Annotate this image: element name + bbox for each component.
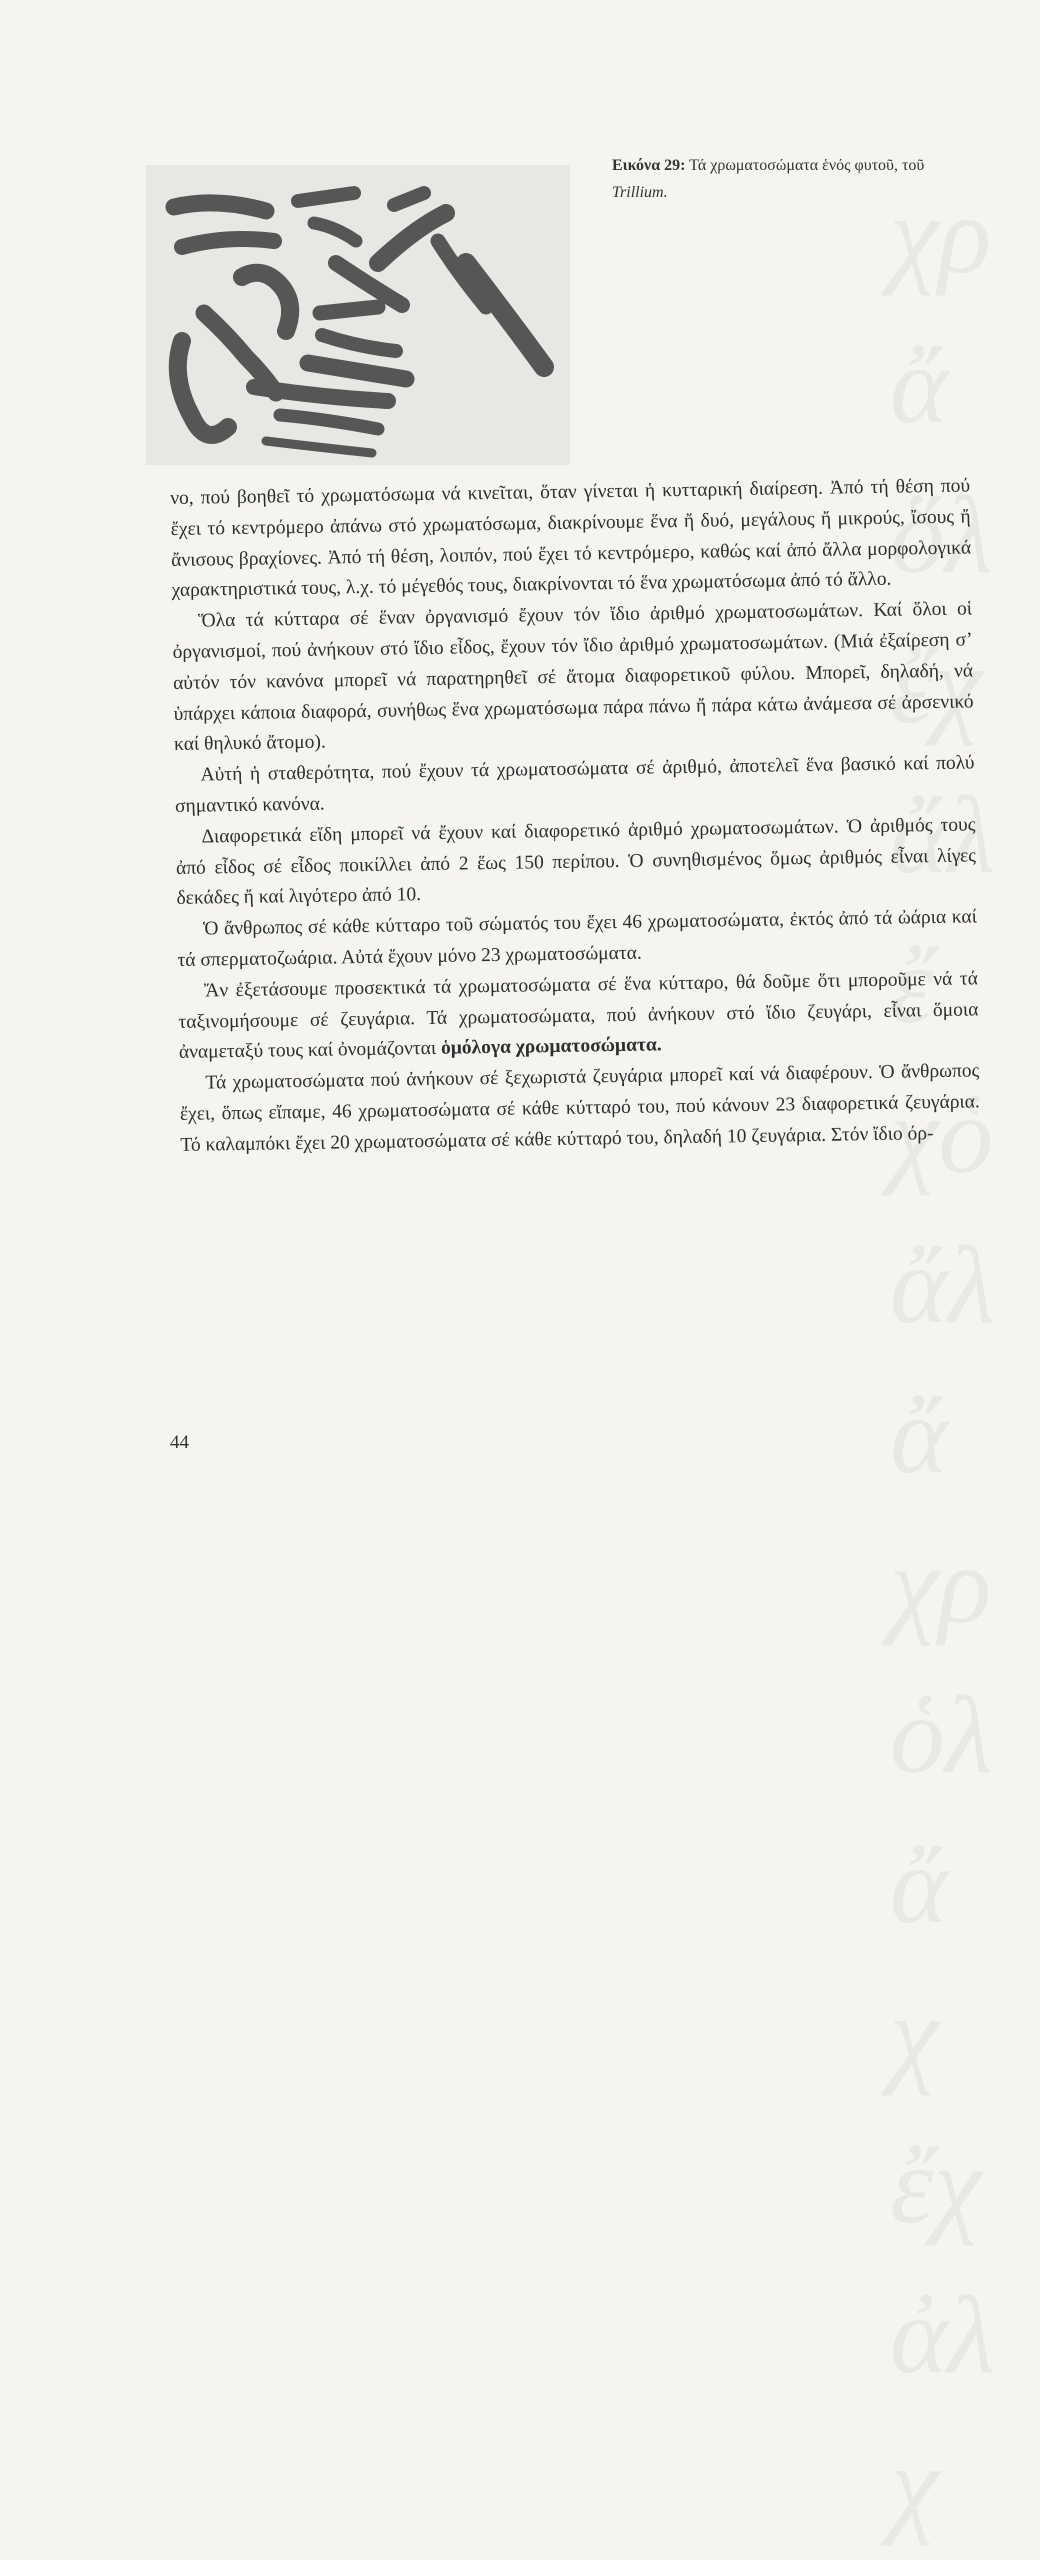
page-number: 44	[170, 1432, 189, 1453]
homologous-chromosomes-term: ὁμόλογα χρωματοσώματα.	[440, 1034, 662, 1060]
chromosome-3	[298, 193, 354, 201]
paragraph-6	[178, 964, 979, 1069]
paragraph-2: Ὅλα τά κύτταρα σέ ἕναν ὀργανισμό ἔχουν τόν ἴδιο ἀριθμό χρωματοσωμάτων. Καί ὅλοι οἱ ὀργανισμοί, πού ἀνήκουν στό ἴδιο εἶδος, ἔχουν τόν ἴδιο ἀριθμό χρωματοσωμάτων. (Μιά ἐξαίρεση σ’ αὐτόν τόν κανόνα μπορεῖ νά παρατηρηθεῖ σέ ἄτομα διαφορετικοῦ φύλου. Μπορεῖ, δηλαδή, νά ὑπάρχει κάποια διαφορά, συνήθως ἕνα χρωματόσωμα πάρα πάνω ἤ πάρα κάτω ἀνάμεσα σέ ἀρσενικό καί θηλυκό ἄτομο).	[172, 598, 974, 756]
chromosome-micrograph	[146, 165, 570, 465]
body-text	[170, 471, 981, 1161]
paragraph-6-text: Ἄν ἐξετάσουμε προσεκτικά τά χρωματοσώματα σέ ἕνα κύτταρο, θά δοῦμε ὅτι μποροῦμε νά τά ταξινομήσουμε σέ ζευγάρια. Τά χρωματοσώματα, πού ἀνήκουν στό ἴδιο ζευγάρι, εἶναι ὅμοια ἀναμεταξύ τους καί ὀνομάζονται	[178, 968, 979, 1064]
chromosome-13	[320, 307, 378, 313]
paragraph-4: Διαφορετικά εἴδη μπορεῖ νά ἔχουν καί διαφορετικό ἀριθμό χρωματοσωμάτων. Ὁ ἀριθμός τους ἀπό εἶδος σέ εἶδος ποικίλλει ἀπό 2 ἕως 150 περίπου. Ὁ συνηθισμένος ὅμως ἀριθμός εἶναι λίγες δεκάδες ἤ καί λιγότερο ἀπό 10.	[175, 814, 977, 910]
caption-species: Trillium.	[612, 184, 668, 201]
figure-caption	[612, 152, 972, 206]
chromosome-figure	[146, 165, 570, 465]
paragraph-7: Τά χρωματοσώματα πού ἀνήκουν σέ ξεχωριστά ζευγάρια μπορεῖ καί νά διαφέρουν. Ὁ ἄνθρωπος ἔχει, ὅπως εἴπαμε, 46 χρωματοσώματα σέ κάθε κύτταρό του, πού κάνουν 23 διαφορετικά ζευγάρια. Τό καλαμπόκι ἔχει 20 χρωματοσώματα σέ κάθε κύτταρό του, δηλαδή 10 ζευγάρια. Στόν ἴδιο όρ-	[179, 1060, 980, 1156]
bleed-through-background: χρ ἄ ὅλ ἔχ ἄλ ἔ χὁ ἄλ ἄ χρ ὁλ ἄ χ ἔχ ἀλ χ	[890, 174, 996, 2546]
paragraph-5: Ὁ ἄνθρωπος σέ κάθε κύτταρο τοῦ σώματός του ἔχει 46 χρωματοσώματα, ἐκτός ἀπό τά ὠάρια καί τά σπερματοζωάρια. Αὐτά ἔχουν μόνο 23 χρωματοσώματα.	[177, 906, 978, 971]
paragraph-1: νο, πού βοηθεῖ τό χρωματόσωμα νά κινεῖται, ὅταν γίνεται ἡ κυτταρική διαίρεση. Ἀπό τή θέση πού ἔχει τό κεντρόμερο ἀπάνω στό χρωματόσωμα, διακρίνουμε ἕνα ἤ δυό, μεγάλους ἤ μικρούς, ἴσους ἤ ἄνισους βραχίονες. Ἀπό τή θέση, λοιπόν, πού ἔχει τό κεντρόμερο, καθώς καί ἀπό ἄλλα μορφολογικά χαρακτηριστικά τους, λ.χ. τό μέγεθός τους, διακρίνονται τό ἕνα χρωματόσωμα ἀπό τό ἄλλο.	[170, 475, 972, 602]
caption-text: Τά χρωματοσώματα ἑνός φυτοῦ, τοῦ	[685, 157, 925, 174]
chromosome-1	[174, 203, 266, 211]
paragraph-3: Αὐτή ἡ σταθερότητα, πού ἔχουν τά χρωματοσώματα σέ ἀριθμό, ἀποτελεῖ ἕνα βασικό καί πολύ σημαντικό κανόνα.	[174, 752, 975, 817]
chromosome-2	[182, 239, 274, 247]
caption-label: Εικόνα 29:	[612, 157, 686, 174]
